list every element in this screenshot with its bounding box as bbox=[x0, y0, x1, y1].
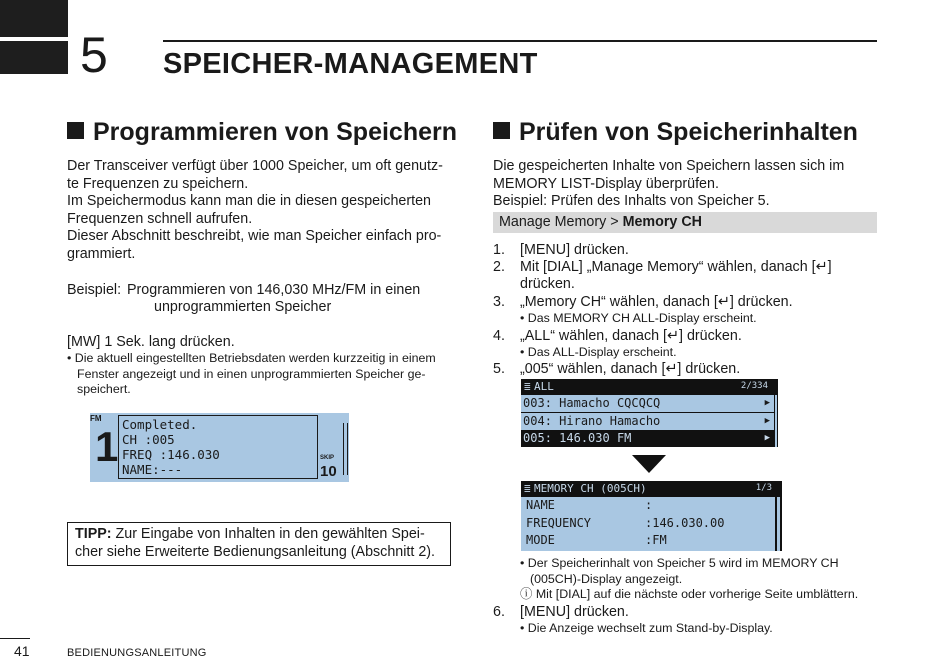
play-arrow-icon: ▶ bbox=[764, 416, 770, 426]
completed-lcd-display bbox=[90, 413, 349, 482]
chapter-number: 5 bbox=[80, 27, 108, 83]
example-line-1: Programmieren von 146,030 MHz/FM in einen bbox=[127, 282, 421, 298]
list-icon: ≣ bbox=[524, 482, 531, 495]
play-arrow-icon: ▶ bbox=[764, 398, 770, 408]
square-bullet-icon bbox=[67, 122, 84, 139]
all-row-005-selected[interactable]: 005: 146.030 FM ▶ bbox=[523, 431, 770, 445]
all-row-003[interactable]: 003: Hamacho CQCQCQ ▶ bbox=[521, 395, 774, 412]
all-title-bar: ≣ ALL 2/334 bbox=[524, 380, 768, 393]
menu-path-bar: Manage Memory > Memory CH bbox=[493, 212, 877, 233]
scrollbar bbox=[775, 395, 777, 447]
footer-label: BEDIENUNGSANLEITUNG bbox=[67, 647, 207, 659]
example-label: Beispiel: bbox=[67, 282, 122, 298]
memory-ch-display bbox=[521, 481, 782, 551]
section-heading-programming: Programmieren von Speichern bbox=[67, 118, 457, 146]
scrollbar bbox=[777, 497, 780, 551]
step-5: 5. „005“ wählen, danach [↵] drücken. bbox=[493, 361, 741, 377]
all-row-004[interactable]: 004: Hirano Hamacho ▶ bbox=[521, 413, 774, 430]
step-4: 4. „ALL“ wählen, danach [↵] drücken. • Das ALL-Display erscheint. bbox=[493, 328, 742, 359]
chapter-tab bbox=[0, 0, 68, 74]
example-line-2: unprogrammierten Speicher bbox=[154, 299, 332, 315]
square-bullet-icon bbox=[493, 122, 510, 139]
list-icon: ≣ bbox=[524, 380, 531, 393]
skip-value: 10 bbox=[320, 463, 337, 480]
channel-digit: 1 bbox=[95, 423, 119, 470]
step-3: 3. „Memory CH“ wählen, danach [↵] drücken. • Das MEMORY CH ALL-Display erscheint. bbox=[493, 294, 793, 325]
chapter-title: SPEICHER-MANAGEMENT bbox=[163, 48, 538, 80]
skip-label: SKIP bbox=[320, 455, 335, 461]
section-heading-checking: Prüfen von Speicherinhalten bbox=[493, 118, 858, 146]
step-2: 2. Mit [DIAL] „Manage Memory“ wählen, danach [↵] drücken. bbox=[493, 259, 832, 292]
step-5-notes: • Der Speicherinhalt von Speicher 5 wird im MEMORY CH (005CH)-Display angezeigt. ⓘ Mit [DIAL] auf die nächste oder vorherige Seite umblättern. bbox=[520, 556, 859, 601]
play-arrow-icon: ▶ bbox=[764, 433, 770, 443]
left-intro: Der Transceiver verfügt über 1000 Speicher, um oft genutz- te Frequenzen zu speichern. Im Speichermodus kann man die in diesen gespeicherten Frequenzen schnell aufrufen. Dieser Abschnitt beschreibt, wie man Speicher einfach pro- grammiert. bbox=[67, 158, 443, 262]
down-arrow-icon bbox=[632, 455, 666, 473]
scroll-indicator bbox=[343, 423, 348, 475]
memch-title-bar: ≣ MEMORY CH (005CH) 1/3 bbox=[524, 482, 772, 495]
tip-box: TIPP: Zur Eingabe von Inhalten in den gewählten Spei- cher siehe Erweiterte Bedienungsanleitung (Abschnitt 2). bbox=[67, 522, 451, 566]
memch-details: NAME : FREQUENCY :146.030.00 MODE :FM bbox=[521, 497, 775, 551]
fm-mode-label: FM bbox=[90, 414, 102, 423]
mw-note: • Die aktuell eingestellten Betriebsdaten werden kurzzeitig in einem Fenster angezeigt und in einen unprogrammierten Speicher ge- speichert. bbox=[67, 351, 436, 396]
page-rule bbox=[0, 638, 30, 639]
completed-popup: Completed. CH :005 FREQ :146.030 NAME:--- bbox=[118, 415, 318, 479]
step-1: 1. [MENU] drücken. bbox=[493, 242, 629, 258]
right-intro: Die gespeicherten Inhalte von Speichern lassen sich im MEMORY LIST-Display überprüfen. Beispiel: Prüfen des Inhalts von Speicher 5. bbox=[493, 158, 845, 210]
all-list-display bbox=[521, 379, 778, 447]
page-number: 41 bbox=[14, 643, 30, 659]
step-6: 6. [MENU] drücken. • Die Anzeige wechselt zum Stand-by-Display. bbox=[493, 604, 773, 635]
mw-instruction: [MW] 1 Sek. lang drücken. bbox=[67, 334, 235, 350]
chapter-rule bbox=[163, 40, 877, 42]
